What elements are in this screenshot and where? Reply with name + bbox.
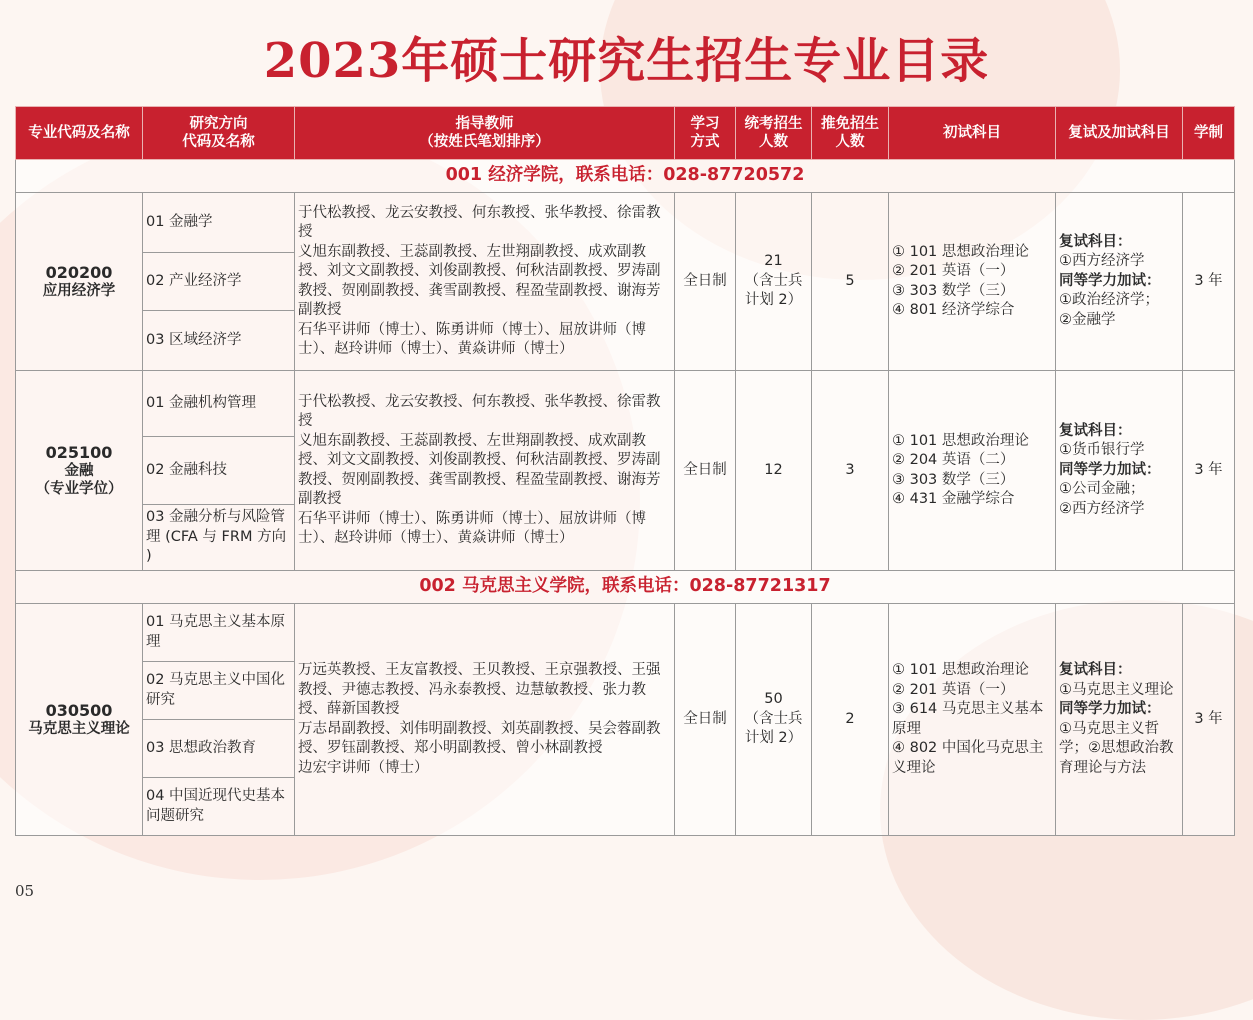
header-duration: 学制 (1183, 107, 1235, 160)
major-cell: 025100 金融 （专业学位） (16, 371, 143, 571)
direction-cell: 02 金融科技 (143, 437, 295, 505)
direction-cell: 02 马克思主义中国化研究 (143, 662, 295, 720)
table-row (16, 604, 1235, 662)
header-direction: 研究方向 代码及名称 (143, 107, 295, 160)
header-retest: 复试及加试科目 (1056, 107, 1183, 160)
section-heading: 002 马克思主义学院，联系电话：028-87721317 (16, 571, 1235, 604)
section-heading-row (16, 571, 1235, 604)
page-title: 2023年硕士研究生招生专业目录 (263, 33, 990, 89)
direction-cell: 01 金融学 (143, 193, 295, 253)
retest-cell: 复试科目： ①马克思主义理论 同等学力加试： ①马克思主义哲学；②思想政治教育理论与方法 (1056, 604, 1183, 836)
subjects-cell: ① 101 思想政治理论 ② 204 英语（二） ③ 303 数学（三） ④ 431 金融学综合 (889, 371, 1056, 571)
exempt-quota-cell: 5 (812, 193, 889, 371)
subjects-cell: ① 101 思想政治理论 ② 201 英语（一） ③ 303 数学（三） ④ 801 经济学综合 (889, 193, 1056, 371)
teachers-cell: 于代松教授、龙云安教授、何东教授、张华教授、徐雷教授 义旭东副教授、王蕊副教授、左世翔副教授、成欢副教授、刘文文副教授、刘俊副教授、何秋洁副教授、罗涛副教授、贺刚副教授、龚雪副教授、程盈莹副教授、谢海芳副教授 石华平讲师（博士）、陈勇讲师（博士）、屈放讲师（博士）、赵玲讲师（博士）、黄焱讲师（博士） (295, 193, 675, 371)
teachers-cell: 于代松教授、龙云安教授、何东教授、张华教授、徐雷教授 义旭东副教授、王蕊副教授、左世翔副教授、成欢副教授、刘文文副教授、刘俊副教授、何秋洁副教授、罗涛副教授、贺刚副教授、龚雪副教授、程盈莹副教授、谢海芳副教授 石华平讲师（博士）、陈勇讲师（博士）、屈放讲师（博士）、赵玲讲师（博士）、黄焱讲师（博士） (295, 371, 675, 571)
direction-cell: 03 思想政治教育 (143, 720, 295, 778)
major-cell: 020200 应用经济学 (16, 193, 143, 371)
header-teachers: 指导教师 （按姓氏笔划排序） (295, 107, 675, 160)
duration-cell: 3 年 (1183, 193, 1235, 371)
direction-cell: 03 金融分析与风险管理 (CFA 与 FRM 方向 ) (143, 505, 295, 571)
retest-cell: 复试科目： ①西方经济学 同等学力加试： ①政治经济学； ②金融学 (1056, 193, 1183, 371)
exam-quota-cell: 50 （含士兵 计划 2） (736, 604, 812, 836)
mode-cell: 全日制 (675, 604, 736, 836)
section-heading-row (16, 160, 1235, 193)
exempt-quota-cell: 3 (812, 371, 889, 571)
header-exam-quota: 统考招生 人数 (736, 107, 812, 160)
section-heading: 001 经济学院，联系电话：028-87720572 (16, 160, 1235, 193)
direction-cell: 01 金融机构管理 (143, 371, 295, 437)
mode-cell: 全日制 (675, 371, 736, 571)
major-cell: 030500 马克思主义理论 (16, 604, 143, 836)
page-number: 05 (15, 882, 35, 900)
catalog-table (15, 106, 1235, 836)
duration-cell: 3 年 (1183, 371, 1235, 571)
direction-cell: 01 马克思主义基本原理 (143, 604, 295, 662)
table-row (16, 193, 1235, 253)
exam-quota-cell: 12 (736, 371, 812, 571)
table-header-row (16, 107, 1235, 160)
duration-cell: 3 年 (1183, 604, 1235, 836)
direction-cell: 03 区域经济学 (143, 311, 295, 371)
table-row (16, 371, 1235, 437)
direction-cell: 04 中国近现代史基本问题研究 (143, 778, 295, 836)
direction-cell: 02 产业经济学 (143, 253, 295, 311)
header-subjects: 初试科目 (889, 107, 1056, 160)
exempt-quota-cell: 2 (812, 604, 889, 836)
header-mode: 学习 方式 (675, 107, 736, 160)
header-exempt-quota: 推免招生 人数 (812, 107, 889, 160)
header-major: 专业代码及名称 (16, 107, 143, 160)
retest-cell: 复试科目： ①货币银行学 同等学力加试： ①公司金融； ②西方经济学 (1056, 371, 1183, 571)
mode-cell: 全日制 (675, 193, 736, 371)
subjects-cell: ① 101 思想政治理论 ② 201 英语（一） ③ 614 马克思主义基本原理 ④ 802 中国化马克思主义理论 (889, 604, 1056, 836)
teachers-cell: 万远英教授、王友富教授、王贝教授、王京强教授、王强教授、尹德志教授、冯永泰教授、边慧敏教授、张力教授、薛新国教授 万志昂副教授、刘伟明副教授、刘英副教授、吴会蓉副教授、罗钰副教授、郑小明副教授、曾小林副教授 边宏宇讲师（博士） (295, 604, 675, 836)
exam-quota-cell: 21 （含士兵 计划 2） (736, 193, 812, 371)
